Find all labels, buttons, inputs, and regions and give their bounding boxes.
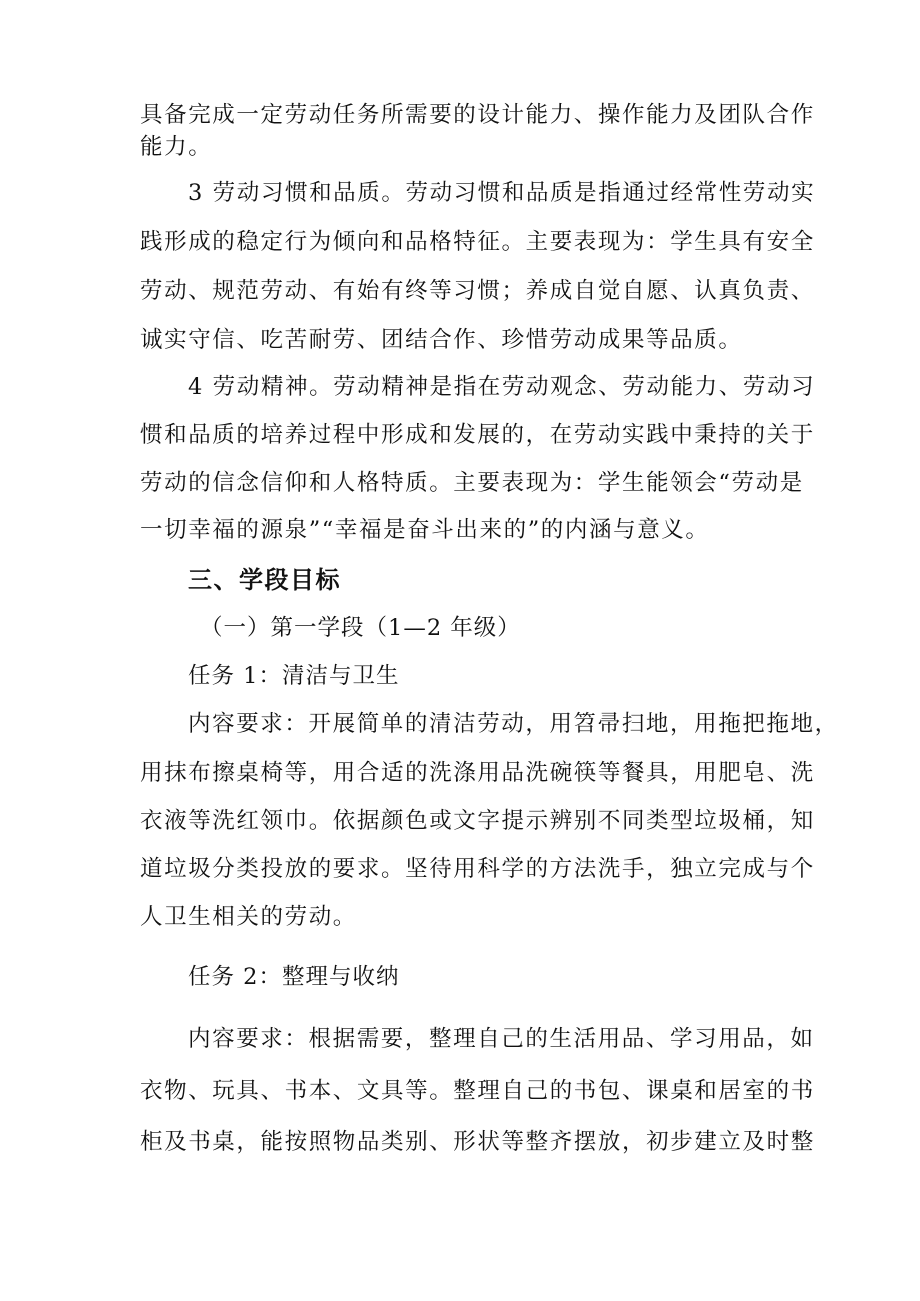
paragraph-line: 劳动的信念信仰和人格特质。主要表现为：学生能领会“劳动是 <box>140 470 804 496</box>
task-title: 任务 1：清洁与卫生 <box>188 663 400 689</box>
paragraph-line: 用抹布擦桌椅等，用合适的洗涤用品洗碗筷等餐具，用肥皂、洗 <box>140 760 815 786</box>
paragraph-line: 内容要求：开展简单的清洁劳动，用笤帚扫地，用拖把拖地， <box>188 711 839 737</box>
paragraph-line: 柜及书桌，能按照物品类别、形状等整齐摆放，初步建立及时整 <box>140 1129 815 1155</box>
paragraph-line: 人卫生相关的劳动。 <box>140 904 357 930</box>
paragraph-line: 衣物、玩具、书本、文具等。整理自己的书包、课桌和居室的书 <box>140 1078 815 1104</box>
paragraph-line: 衣液等洗红领巾。依据颜色或文字提示辨别不同类型垃圾桶，知 <box>140 808 815 834</box>
paragraph-line: 践形成的稳定行为倾向和品格特征。主要表现为：学生具有安全 <box>140 229 815 255</box>
paragraph-line: 一切幸福的源泉”“幸福是奋斗出来的”的内涵与意义。 <box>140 517 710 543</box>
paragraph-line: 劳动、规范劳动、有始有终等习惯；养成自觉自愿、认真负责、 <box>140 278 815 304</box>
task-title: 任务 2：整理与收纳 <box>188 964 400 990</box>
section-heading: 三、学段目标 <box>188 566 341 594</box>
paragraph-line: 道垃圾分类投放的要求。坚待用科学的方法洗手，独立完成与个 <box>140 856 815 882</box>
paragraph-line: 3 劳动习惯和品质。劳动习惯和品质是指通过经常性劳动实 <box>188 180 816 206</box>
paragraph-line: 内容要求：根据需要，整理自己的生活用品、学习用品，如 <box>188 1026 815 1052</box>
paragraph-line: 诚实守信、吃苦耐劳、团结合作、珍惜劳动成果等品质。 <box>140 327 743 353</box>
paragraph-line: 具备完成一定劳动任务所需要的设计能力、操作能力及团队合作 <box>140 102 815 128</box>
stage-heading: （一）第一学段（1—2 年级） <box>200 615 521 641</box>
paragraph-line: 惯和品质的培养过程中形成和发展的，在劳动实践中秉持的关于 <box>140 422 815 448</box>
paragraph-line: 能力。 <box>140 134 213 160</box>
paragraph-line: 4 劳动精神。劳动精神是指在劳动观念、劳动能力、劳动习 <box>188 374 816 400</box>
